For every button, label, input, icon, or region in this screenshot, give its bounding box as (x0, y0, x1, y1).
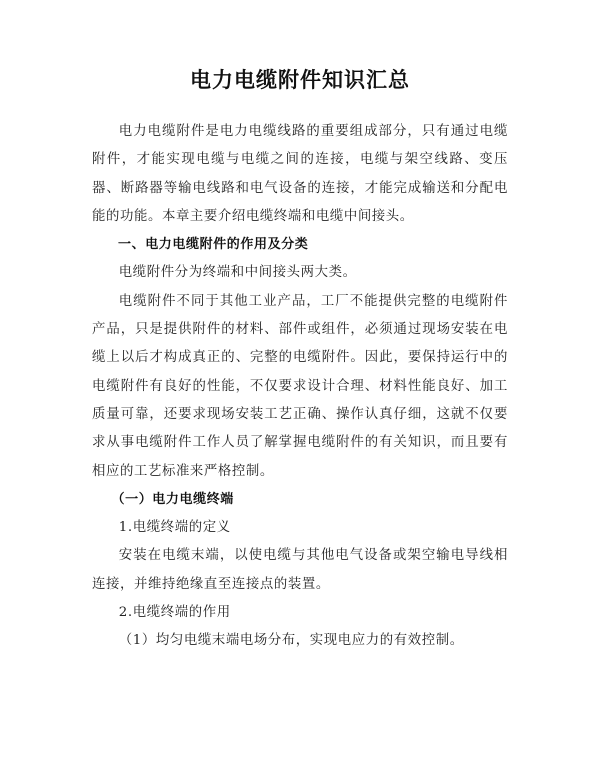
item-function-heading: 2.电缆终端的作用 (118, 605, 231, 621)
paragraph-field-install: 电缆附件不同于其他工业产品，工厂不能提供完整的电缆附件产品，只是提供附件的材料、部件或组件，必须通过现场安装在电缆上以后才构成真正的、完整的电缆附件。因此，要保持运行中的电缆附件有良好的性能，不仅要求设计合理、材料性能良好、加工质量可靠，还要求现场安装工艺正确、操作认真仔细，这就不仅要求从事电缆附件工作人员了解掌握电缆附件的有关知识，而且要有相应的工艺标准来严格控制。 (92, 293, 508, 479)
section-heading-1: 一、电力电缆附件的作用及分类 (118, 237, 309, 253)
paragraph-function-1: （1）均匀电缆末端电场分布，实现电应力的有效控制。 (118, 633, 464, 649)
item-definition-heading: 1.电缆终端的定义 (118, 520, 231, 536)
subsection-heading-terminal: （一）电力电缆终端 (111, 491, 234, 507)
document-body (92, 118, 508, 656)
paragraph-definition: 安装在电缆末端，以使电缆与其他电气设备或架空输电导线相连接，并维持绝缘直至连接点的装置。 (92, 548, 508, 592)
intro-paragraph: 电力电缆附件是电力电缆线路的重要组成部分，只有通过电缆附件，才能实现电缆与电缆之间的连接，电缆与架空线路、变压器、断路器等输电线路和电气设备的连接，才能完成输送和分配电能的功能。本章主要介绍电缆终端和电缆中间接头。 (92, 124, 508, 224)
document-title: 电力电缆附件知识汇总 (190, 68, 410, 92)
paragraph-classification: 电缆附件分为终端和中间接头两大类。 (118, 265, 357, 281)
